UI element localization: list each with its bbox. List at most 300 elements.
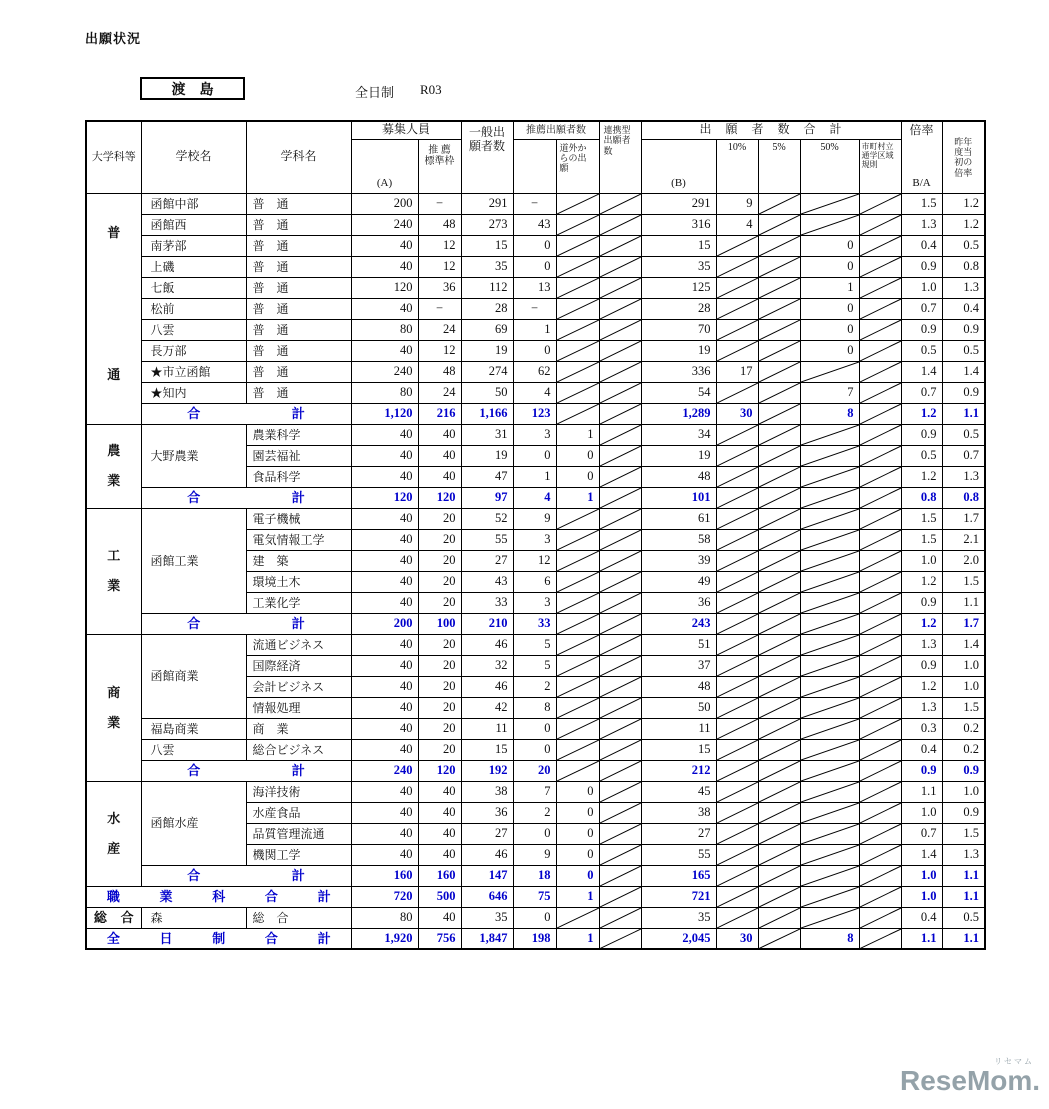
- diagonal-slash-icon: [860, 320, 901, 340]
- diagonal-slash-icon: [759, 719, 800, 739]
- cell-total-b: 1,289: [641, 403, 716, 424]
- cell-general-applicants: 147: [461, 865, 513, 886]
- col-header-total-applicants: 出 願 者 数 合 計: [641, 121, 901, 139]
- cell-ratio: 0.9: [901, 655, 942, 676]
- label-char: 計: [291, 406, 305, 421]
- cell-ratio: 1.4: [901, 361, 942, 382]
- cell-ratio: 1.3: [901, 697, 942, 718]
- diagonal-slash-icon: [717, 782, 758, 802]
- diagonal-slash-icon: [759, 383, 800, 403]
- cell-prev-year-ratio: 0.5: [942, 340, 985, 361]
- cell-renkei-applicants: [599, 256, 641, 277]
- cell-total-b: 101: [641, 487, 716, 508]
- school-cell: ★市立函館: [141, 361, 246, 382]
- cell-pct-5: [758, 235, 800, 256]
- cell-pct-10: 30: [716, 403, 758, 424]
- cell-pct-10: [716, 550, 758, 571]
- cell-ratio: 1.0: [901, 865, 942, 886]
- cell-ratio: 0.9: [901, 319, 942, 340]
- cell-ratio: 1.0: [901, 550, 942, 571]
- cell-capacity-a: 80: [351, 382, 418, 403]
- cell-recommend-applicants: 3: [513, 529, 556, 550]
- diagonal-slash-icon: [860, 278, 901, 298]
- cell-outside-applicants: 0: [556, 445, 599, 466]
- diagonal-slash-icon: [759, 236, 800, 256]
- cell-municipal-rule: [859, 823, 901, 844]
- school-cell: 八雲: [141, 739, 246, 760]
- cell-outside-applicants: [556, 697, 599, 718]
- diagonal-slash-icon: [557, 572, 599, 592]
- cell-outside-applicants: [556, 655, 599, 676]
- diagonal-slash-icon: [801, 698, 859, 718]
- diagonal-slash-icon: [557, 530, 599, 550]
- cell-pct-50: [800, 529, 859, 550]
- cell-municipal-rule: [859, 676, 901, 697]
- cell-capacity-a: 40: [351, 235, 418, 256]
- diagonal-slash-icon: [717, 236, 758, 256]
- cell-total-b: 70: [641, 319, 716, 340]
- cell-renkei-applicants: [599, 760, 641, 781]
- cell-prev-year-ratio: 0.9: [942, 760, 985, 781]
- category-char: 水: [107, 810, 121, 826]
- cell-pct-5: [758, 634, 800, 655]
- cell-pct-50: [800, 655, 859, 676]
- cell-municipal-rule: [859, 298, 901, 319]
- cell-capacity-a: 80: [351, 319, 418, 340]
- cell-ratio: 1.2: [901, 571, 942, 592]
- diagonal-slash-icon: [600, 362, 641, 382]
- diagonal-slash-icon: [860, 782, 901, 802]
- diagonal-slash-icon: [717, 509, 758, 529]
- cell-recommend-applicants: 20: [513, 760, 556, 781]
- cell-outside-applicants: [556, 340, 599, 361]
- cell-capacity-a: 40: [351, 823, 418, 844]
- cell-general-applicants: 52: [461, 508, 513, 529]
- cell-recommend-quota: 12: [418, 235, 461, 256]
- department-cell: 普 通: [246, 277, 351, 298]
- label-char: 計: [291, 763, 305, 778]
- cell-recommend-applicants: 3: [513, 424, 556, 445]
- cell-recommend-applicants: 9: [513, 508, 556, 529]
- cell-pct-50: [800, 613, 859, 634]
- col-header-general-applicants: 一般出 願者数: [461, 121, 513, 193]
- diagonal-slash-icon: [717, 446, 758, 466]
- cell-municipal-rule: [859, 256, 901, 277]
- department-cell: 電気情報工学: [246, 529, 351, 550]
- cell-pct-50: [800, 571, 859, 592]
- cell-ratio: 0.7: [901, 298, 942, 319]
- diagonal-slash-icon: [801, 215, 859, 235]
- department-cell: 情報処理: [246, 697, 351, 718]
- header-row-1: [86, 121, 985, 139]
- cell-general-applicants: 35: [461, 256, 513, 277]
- department-cell: 園芸福祉: [246, 445, 351, 466]
- subtotal-label: [142, 491, 351, 504]
- diagonal-slash-icon: [759, 488, 800, 508]
- cell-capacity-a: 40: [351, 529, 418, 550]
- cell-outside-applicants: [556, 256, 599, 277]
- diagonal-slash-icon: [717, 299, 758, 319]
- cell-recommend-quota: 20: [418, 592, 461, 613]
- cell-outside-applicants: [556, 403, 599, 424]
- cell-capacity-a: 40: [351, 634, 418, 655]
- diagonal-slash-icon: [801, 719, 859, 739]
- cell-ratio: 1.2: [901, 466, 942, 487]
- cell-prev-year-ratio: 1.5: [942, 823, 985, 844]
- diagonal-slash-icon: [600, 719, 641, 739]
- col-header-outside-applicants: 道外か らの出 願: [556, 139, 599, 193]
- cell-prev-year-ratio: 0.4: [942, 298, 985, 319]
- diagonal-slash-icon: [860, 929, 901, 949]
- diagonal-slash-icon: [759, 740, 800, 760]
- cell-pct-10: [716, 256, 758, 277]
- cell-pct-5: [758, 487, 800, 508]
- diagonal-slash-icon: [600, 698, 641, 718]
- cell-recommend-quota: 216: [418, 403, 461, 424]
- diagonal-slash-icon: [600, 467, 641, 487]
- cell-capacity-a: 40: [351, 697, 418, 718]
- diagonal-slash-icon: [860, 908, 901, 928]
- diagonal-slash-icon: [860, 236, 901, 256]
- cell-pct-50: [800, 907, 859, 928]
- cell-total-b: 55: [641, 844, 716, 865]
- cell-pct-10: [716, 424, 758, 445]
- cell-pct-5: [758, 844, 800, 865]
- cell-municipal-rule: [859, 592, 901, 613]
- diagonal-slash-icon: [759, 887, 800, 907]
- category-char: 普: [107, 224, 121, 240]
- cell-total-b: 54: [641, 382, 716, 403]
- diagonal-slash-icon: [557, 719, 599, 739]
- cell-prev-year-ratio: 0.2: [942, 718, 985, 739]
- cell-capacity-a: 40: [351, 508, 418, 529]
- cell-recommend-quota: 40: [418, 802, 461, 823]
- cell-general-applicants: 11: [461, 718, 513, 739]
- department-cell: 環境土木: [246, 571, 351, 592]
- cell-municipal-rule: [859, 865, 901, 886]
- cell-prev-year-ratio: 0.9: [942, 382, 985, 403]
- col-header-pct-10: 10%: [716, 139, 758, 193]
- cell-pct-10: [716, 760, 758, 781]
- cell-pct-10: [716, 529, 758, 550]
- department-cell: 国際経済: [246, 655, 351, 676]
- diagonal-slash-icon: [717, 824, 758, 844]
- cell-general-applicants: 274: [461, 361, 513, 382]
- cell-pct-5: [758, 928, 800, 949]
- cell-total-b: 35: [641, 907, 716, 928]
- cell-renkei-applicants: [599, 424, 641, 445]
- school-cell: 函館西: [141, 214, 246, 235]
- label-char: 業: [159, 889, 173, 904]
- cell-outside-applicants: [556, 571, 599, 592]
- diagonal-slash-icon: [717, 320, 758, 340]
- diagonal-slash-icon: [717, 383, 758, 403]
- cell-general-applicants: 646: [461, 886, 513, 907]
- cell-ratio: 1.2: [901, 676, 942, 697]
- cell-general-applicants: 32: [461, 655, 513, 676]
- label-char: 合: [120, 910, 134, 925]
- cell-capacity-a: 40: [351, 445, 418, 466]
- cell-prev-year-ratio: 1.4: [942, 634, 985, 655]
- cell-pct-50: 1: [800, 277, 859, 298]
- department-cell: 普 通: [246, 193, 351, 214]
- cell-capacity-a: 40: [351, 571, 418, 592]
- cell-capacity-a: 40: [351, 844, 418, 865]
- system-line: [355, 82, 442, 101]
- cell-outside-applicants: [556, 298, 599, 319]
- diagonal-slash-icon: [759, 299, 800, 319]
- cell-municipal-rule: [859, 193, 901, 214]
- table-row: [86, 319, 985, 340]
- label-char: 計: [291, 616, 305, 631]
- grand-total-label: [87, 932, 351, 945]
- cell-outside-applicants: 1: [556, 424, 599, 445]
- cell-total-b: 2,045: [641, 928, 716, 949]
- diagonal-slash-icon: [801, 530, 859, 550]
- diagonal-slash-icon: [600, 383, 641, 403]
- cell-outside-applicants: [556, 319, 599, 340]
- diagonal-slash-icon: [801, 551, 859, 571]
- cell-recommend-quota: 48: [418, 214, 461, 235]
- cell-ratio: 1.4: [901, 844, 942, 865]
- cell-pct-50: [800, 214, 859, 235]
- diagonal-slash-icon: [600, 257, 641, 277]
- diagonal-slash-icon: [759, 572, 800, 592]
- label-char: 合: [187, 763, 201, 778]
- cell-general-applicants: 55: [461, 529, 513, 550]
- cell-pct-50: [800, 886, 859, 907]
- cell-recommend-applicants: 5: [513, 655, 556, 676]
- cell-general-applicants: 19: [461, 445, 513, 466]
- diagonal-slash-icon: [557, 383, 599, 403]
- cell-general-applicants: 35: [461, 907, 513, 928]
- table-row: [86, 739, 985, 760]
- cell-pct-10: [716, 886, 758, 907]
- diagonal-slash-icon: [759, 677, 800, 697]
- cell-recommend-quota: 24: [418, 382, 461, 403]
- diagonal-slash-icon: [759, 404, 800, 424]
- cell-total-b: 721: [641, 886, 716, 907]
- diagonal-slash-icon: [801, 446, 859, 466]
- cell-capacity-a: 160: [351, 865, 418, 886]
- cell-capacity-a: 40: [351, 592, 418, 613]
- cell-recommend-applicants: 0: [513, 823, 556, 844]
- cell-ratio: 1.0: [901, 277, 942, 298]
- cell-recommend-quota: 20: [418, 655, 461, 676]
- cell-pct-10: [716, 592, 758, 613]
- school-cell: 八雲: [141, 319, 246, 340]
- cell-capacity-a: 40: [351, 676, 418, 697]
- cell-pct-50: [800, 466, 859, 487]
- subtotal-label-cell: [141, 613, 351, 634]
- cell-prev-year-ratio: 1.0: [942, 676, 985, 697]
- diagonal-slash-icon: [600, 215, 641, 235]
- diagonal-slash-icon: [801, 635, 859, 655]
- diagonal-slash-icon: [600, 341, 641, 361]
- table-row: [86, 256, 985, 277]
- cell-recommend-quota: 36: [418, 277, 461, 298]
- col-header-recommend-applicants: 推薦出願者数: [513, 121, 599, 139]
- cell-outside-applicants: [556, 760, 599, 781]
- department-cell: 機関工学: [246, 844, 351, 865]
- school-cell: 七飯: [141, 277, 246, 298]
- diagonal-slash-icon: [860, 845, 901, 865]
- cell-ratio: 1.5: [901, 508, 942, 529]
- cell-recommend-applicants: 1: [513, 319, 556, 340]
- cell-pct-10: [716, 340, 758, 361]
- category-cell: [86, 424, 141, 508]
- cell-recommend-quota: 40: [418, 445, 461, 466]
- cell-pct-10: [716, 487, 758, 508]
- cell-pct-5: [758, 550, 800, 571]
- cell-ratio: 0.4: [901, 907, 942, 928]
- diagonal-slash-icon: [717, 551, 758, 571]
- diagonal-slash-icon: [557, 404, 599, 424]
- cell-recommend-applicants: 7: [513, 781, 556, 802]
- table-row: [86, 340, 985, 361]
- diagonal-slash-icon: [801, 614, 859, 634]
- cell-recommend-applicants: 62: [513, 361, 556, 382]
- table-row: [86, 361, 985, 382]
- cell-general-applicants: 50: [461, 382, 513, 403]
- diagonal-slash-icon: [860, 803, 901, 823]
- cell-recommend-applicants: 2: [513, 802, 556, 823]
- cell-general-applicants: 38: [461, 781, 513, 802]
- cell-pct-10: [716, 718, 758, 739]
- diagonal-slash-icon: [801, 908, 859, 928]
- cell-pct-5: [758, 214, 800, 235]
- diagonal-slash-icon: [759, 698, 800, 718]
- diagonal-slash-icon: [600, 446, 641, 466]
- diagonal-slash-icon: [759, 866, 800, 886]
- diagonal-slash-icon: [600, 551, 641, 571]
- cell-recommend-quota: 40: [418, 781, 461, 802]
- cell-renkei-applicants: [599, 802, 641, 823]
- cell-pct-50: [800, 634, 859, 655]
- subtotal-label-cell: [141, 403, 351, 424]
- diagonal-slash-icon: [860, 425, 901, 445]
- cell-prev-year-ratio: 1.1: [942, 865, 985, 886]
- cell-ratio: 0.9: [901, 256, 942, 277]
- cell-pct-10: 4: [716, 214, 758, 235]
- cell-municipal-rule: [859, 739, 901, 760]
- category-cell: [86, 508, 141, 634]
- cell-municipal-rule: [859, 697, 901, 718]
- cell-municipal-rule: [859, 529, 901, 550]
- diagonal-slash-icon: [860, 362, 901, 382]
- cell-recommend-quota: 40: [418, 907, 461, 928]
- code-label: R03: [420, 82, 442, 97]
- diagonal-slash-icon: [759, 467, 800, 487]
- cell-recommend-applicants: 0: [513, 256, 556, 277]
- cell-pct-5: [758, 298, 800, 319]
- label-char: 合: [264, 930, 278, 946]
- diagonal-slash-icon: [717, 341, 758, 361]
- cell-total-b: 61: [641, 508, 716, 529]
- cell-pct-10: [716, 235, 758, 256]
- cell-pct-10: [716, 298, 758, 319]
- cell-outside-applicants: [556, 550, 599, 571]
- cell-ratio: 0.3: [901, 718, 942, 739]
- subtotal-label: [142, 407, 351, 420]
- cell-total-b: 39: [641, 550, 716, 571]
- label-char: 合: [187, 868, 201, 883]
- diagonal-slash-icon: [759, 194, 800, 214]
- cell-capacity-a: 40: [351, 466, 418, 487]
- cell-pct-5: [758, 697, 800, 718]
- cell-recommend-applicants: 13: [513, 277, 556, 298]
- cell-pct-5: [758, 466, 800, 487]
- cell-pct-5: [758, 529, 800, 550]
- cell-pct-50: [800, 676, 859, 697]
- diagonal-slash-icon: [600, 845, 641, 865]
- cell-municipal-rule: [859, 886, 901, 907]
- cell-total-b: 48: [641, 676, 716, 697]
- cell-general-applicants: 46: [461, 634, 513, 655]
- cell-ratio: 0.9: [901, 592, 942, 613]
- cell-outside-applicants: [556, 676, 599, 697]
- diagonal-slash-icon: [801, 677, 859, 697]
- cell-capacity-a: 120: [351, 277, 418, 298]
- cell-total-b: 212: [641, 760, 716, 781]
- diagonal-slash-icon: [860, 341, 901, 361]
- table-row: [86, 718, 985, 739]
- label-char: 合: [187, 616, 201, 631]
- cell-renkei-applicants: [599, 403, 641, 424]
- department-cell: 総 合: [246, 907, 351, 928]
- cell-pct-5: [758, 823, 800, 844]
- category-char: 農: [107, 443, 121, 458]
- col-header-total-b: (B): [641, 139, 716, 193]
- cell-renkei-applicants: [599, 886, 641, 907]
- table-row: [86, 277, 985, 298]
- cell-recommend-applicants: 3: [513, 592, 556, 613]
- diagonal-slash-icon: [717, 488, 758, 508]
- label-char: 計: [291, 868, 305, 883]
- cell-general-applicants: 47: [461, 466, 513, 487]
- diagonal-slash-icon: [717, 530, 758, 550]
- label-char: 計: [317, 889, 331, 904]
- cell-total-b: 48: [641, 466, 716, 487]
- cell-pct-5: [758, 277, 800, 298]
- ratio-label: 倍率: [909, 123, 934, 137]
- cell-general-applicants: 28: [461, 298, 513, 319]
- diagonal-slash-icon: [759, 761, 800, 781]
- cell-recommend-quota: 12: [418, 340, 461, 361]
- diagonal-slash-icon: [600, 572, 641, 592]
- category-char: 通: [107, 367, 121, 383]
- cell-total-b: 291: [641, 193, 716, 214]
- cell-recommend-applicants: 0: [513, 445, 556, 466]
- cell-pct-10: [716, 907, 758, 928]
- department-cell: 普 通: [246, 256, 351, 277]
- diagonal-slash-icon: [600, 824, 641, 844]
- col-header-pct-50: 50%: [800, 139, 859, 193]
- table-row: [86, 634, 985, 655]
- cell-pct-10: [716, 739, 758, 760]
- cell-recommend-applicants: 0: [513, 235, 556, 256]
- diagonal-slash-icon: [860, 656, 901, 676]
- cell-pct-5: [758, 571, 800, 592]
- cell-capacity-a: 40: [351, 781, 418, 802]
- cell-recommend-quota: 120: [418, 487, 461, 508]
- cell-ratio: 0.5: [901, 340, 942, 361]
- cell-outside-applicants: 1: [556, 886, 599, 907]
- label-char: 合: [264, 889, 278, 904]
- cell-pct-50: [800, 445, 859, 466]
- cell-general-applicants: 46: [461, 844, 513, 865]
- cell-general-applicants: 273: [461, 214, 513, 235]
